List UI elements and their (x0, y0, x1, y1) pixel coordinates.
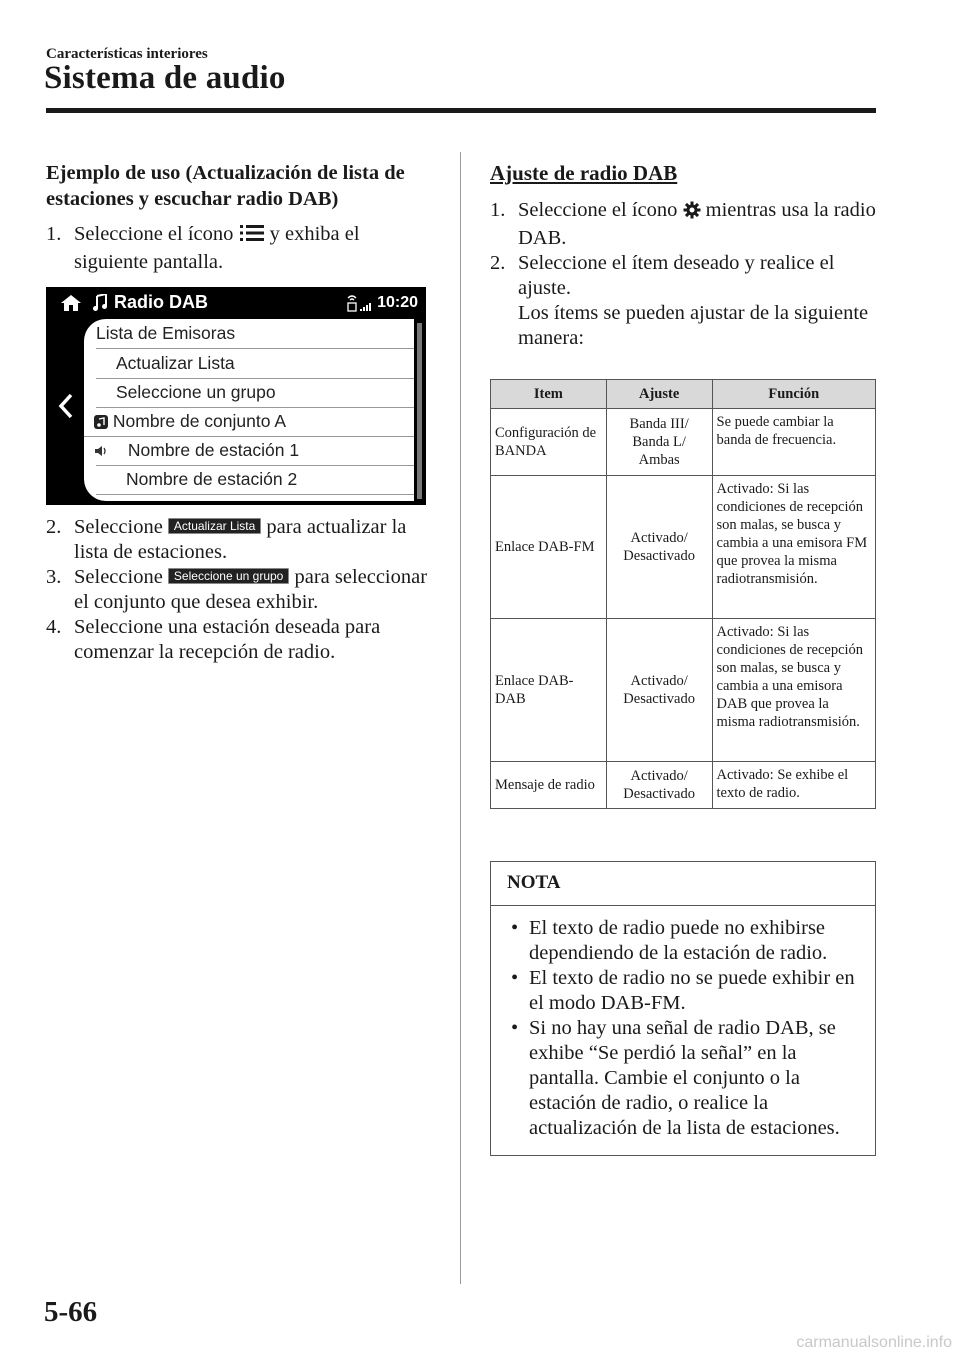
speaker-icon (94, 438, 108, 467)
step-text: mientras usa la radio DAB. (518, 199, 876, 249)
table-cell: Enlace DAB-FM (491, 476, 607, 619)
note-bullet (507, 916, 859, 966)
table-cell: Enlace DAB-DAB (491, 619, 607, 762)
bullet-dot-icon: • (511, 917, 519, 939)
right-step-2 (490, 251, 876, 351)
bullet-text: El texto de radio puede no exhibirse dependiendo de la estación de radio. (529, 917, 828, 964)
left-column (46, 160, 436, 665)
signal-icon (344, 293, 374, 318)
bullet-dot-icon: • (511, 967, 519, 989)
page-title: Sistema de audio (44, 60, 286, 96)
note-bullet (507, 966, 859, 1016)
step-text: Seleccione el ítem deseado y realice el ajuste. (518, 252, 835, 299)
left-step-2 (46, 515, 436, 565)
select-group-row[interactable] (96, 378, 414, 408)
note-body (491, 906, 875, 1155)
bullet-text: Si no hay una señal de radio DAB, se exhibe “Se perdió la señal” en la pantalla. Cambie el conjunto o la estación de radio, o realice la actualización de la lista de estaciones. (529, 1017, 840, 1139)
list-icon (239, 223, 265, 250)
table-cell: Configuración de BANDA (491, 409, 607, 476)
step-text: para actualizar la lista de estaciones. (74, 516, 407, 563)
column-divider (460, 152, 461, 1284)
row-label: Actualizar Lista (116, 353, 235, 373)
row-label: Seleccione un grupo (116, 382, 276, 402)
row-label: Lista de Emisoras (96, 323, 236, 343)
row-label: Nombre de estación 2 (126, 469, 298, 489)
dab-settings-heading: Ajuste de radio DAB (490, 161, 678, 185)
step-number: 4. (46, 616, 62, 638)
clock: 10:20 (377, 294, 418, 311)
step-text: para seleccionar el conjunto que desea exhibir. (74, 566, 428, 613)
station-row[interactable] (96, 465, 414, 495)
ensemble-row[interactable] (84, 407, 414, 437)
list-header-row (96, 319, 414, 349)
station-row[interactable] (96, 436, 414, 466)
table-row (491, 619, 876, 762)
step-text: Los ítems se pueden ajustar de la siguiente manera: (518, 302, 869, 349)
table-cell: Mensaje de radio (491, 762, 607, 809)
update-list-button: Actualizar Lista (168, 518, 261, 534)
table-cell: Activado/ Desactivado (606, 619, 712, 762)
step-number: 1. (490, 199, 506, 221)
gear-icon (683, 201, 701, 226)
table-row (491, 762, 876, 809)
screen-header (46, 287, 426, 319)
row-label: Nombre de estación 1 (127, 440, 300, 460)
note-title: NOTA (491, 862, 875, 906)
step-number: 2. (490, 252, 506, 274)
step-text: y exhiba el siguiente pantalla. (74, 223, 360, 273)
step-number: 1. (46, 223, 62, 245)
step-text: Seleccione (74, 516, 163, 538)
row-label: Nombre de conjunto A (112, 411, 287, 431)
left-step-3 (46, 565, 436, 615)
column-header: Item (491, 380, 607, 409)
left-step-1 (46, 222, 436, 275)
table-row (491, 476, 876, 619)
table-cell: Activado: Si las condiciones de recepción son malas, se busca y cambia a una emisora FM que provea la misma radiotransmisión. (712, 476, 875, 619)
step-number: 2. (46, 516, 62, 538)
note-bullet (507, 1016, 859, 1141)
bullet-text: El texto de radio no se puede exhibir en el modo DAB-FM. (529, 967, 855, 1014)
step-text: Seleccione el ícono (518, 199, 678, 221)
right-column (490, 160, 876, 1156)
bullet-dot-icon: • (511, 1017, 519, 1039)
select-group-button: Seleccione un grupo (168, 568, 289, 584)
settings-table (490, 379, 876, 809)
table-header-row (491, 380, 876, 409)
home-icon[interactable] (60, 294, 82, 317)
step-text: Seleccione (74, 566, 163, 588)
watermark: carmanualsonline.info (796, 1334, 952, 1351)
station-list (84, 319, 414, 501)
column-header: Ajuste (606, 380, 712, 409)
update-list-row[interactable] (96, 349, 414, 379)
table-cell: Activado/ Desactivado (606, 762, 712, 809)
radio-dab-screen (46, 287, 426, 505)
page-number: 5-66 (44, 1296, 98, 1328)
scrollbar[interactable] (417, 323, 422, 499)
music-note-icon (92, 294, 108, 317)
step-number: 3. (46, 566, 62, 588)
column-header: Función (712, 380, 875, 409)
title-rule (46, 108, 876, 113)
step-text: Seleccione el ícono (74, 223, 234, 245)
table-row (491, 409, 876, 476)
section-label: Características interiores (46, 46, 208, 62)
right-step-1 (490, 198, 876, 251)
step-text: Seleccione una estación deseada para comenzar la recepción de radio. (74, 616, 381, 663)
table-cell: Activado/ Desactivado (606, 476, 712, 619)
usage-example-heading: Ejemplo de uso (Actualización de lista de estaciones y escuchar radio DAB) (46, 162, 405, 210)
table-cell: Activado: Si las condiciones de recepción son malas, se busca y cambia a una emisora DAB que provea la misma radiotransmisión. (712, 619, 875, 762)
table-cell: Banda III/ Banda L/ Ambas (606, 409, 712, 476)
screen-title: Radio DAB (114, 292, 208, 312)
table-cell: Se puede cambiar la banda de frecuencia. (712, 409, 875, 476)
back-chevron-icon[interactable] (58, 393, 74, 424)
note-box (490, 861, 876, 1156)
ensemble-icon (94, 409, 108, 438)
table-cell: Activado: Se exhibe el texto de radio. (712, 762, 875, 809)
left-step-4 (46, 615, 436, 665)
